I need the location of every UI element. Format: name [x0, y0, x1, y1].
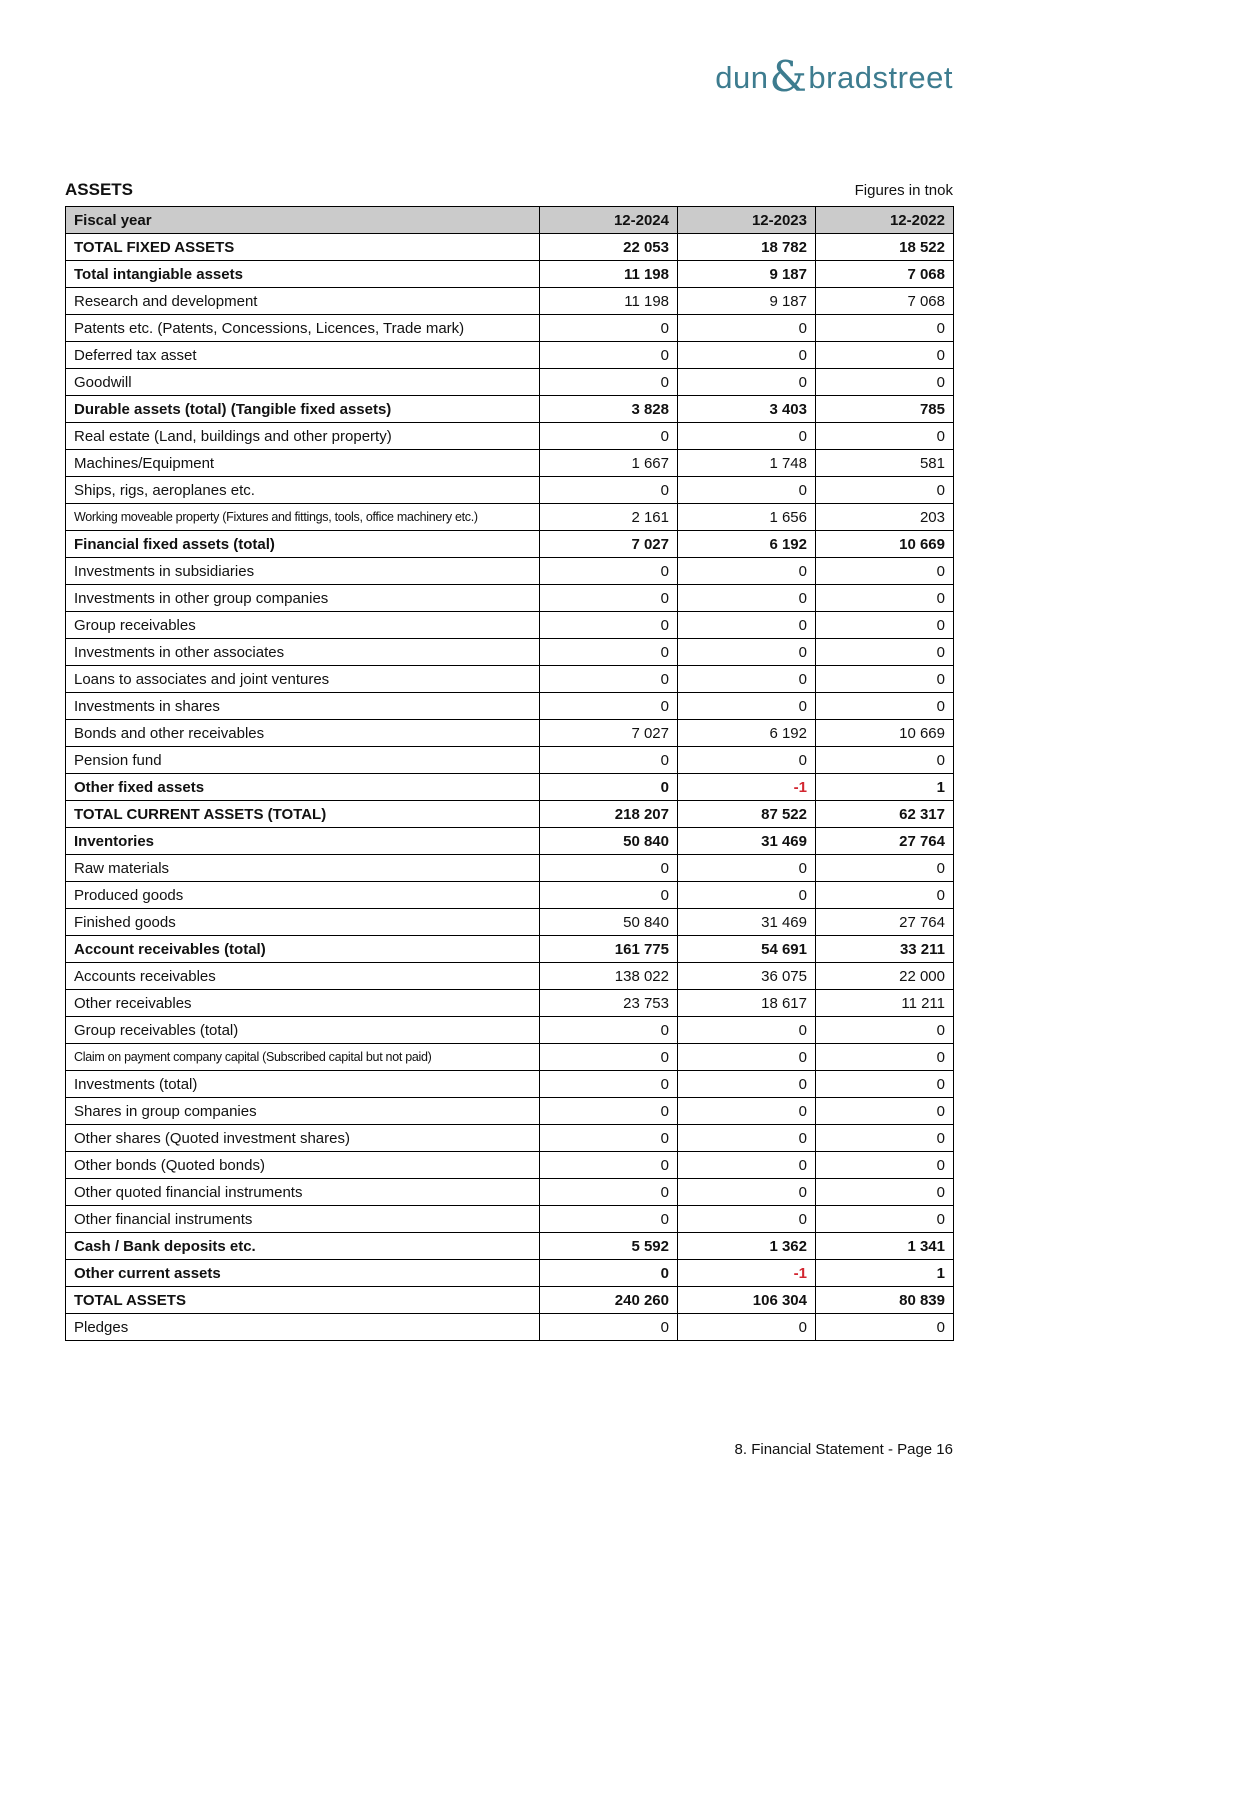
row-value: 3 403 [678, 396, 816, 423]
row-value: 10 669 [816, 720, 954, 747]
row-value: 10 669 [816, 531, 954, 558]
row-value: 3 828 [540, 396, 678, 423]
table-row [66, 963, 954, 990]
row-value: -1 [678, 774, 816, 801]
row-label: Accounts receivables [66, 963, 540, 990]
row-value: 0 [816, 1044, 954, 1071]
row-label: Total intangiable assets [66, 261, 540, 288]
table-row [66, 558, 954, 585]
fiscal-year-header: Fiscal year [66, 207, 540, 234]
row-value: 0 [540, 855, 678, 882]
row-value: 27 764 [816, 828, 954, 855]
row-label: Loans to associates and joint ventures [66, 666, 540, 693]
table-row [66, 747, 954, 774]
row-value: 7 027 [540, 531, 678, 558]
table-row [66, 288, 954, 315]
row-label: TOTAL ASSETS [66, 1287, 540, 1314]
table-row [66, 1314, 954, 1341]
row-value: 0 [678, 1314, 816, 1341]
row-value: 0 [816, 693, 954, 720]
row-value: 0 [678, 369, 816, 396]
row-label: Other current assets [66, 1260, 540, 1287]
row-label: Investments in shares [66, 693, 540, 720]
row-value: 50 840 [540, 909, 678, 936]
row-value: 1 656 [678, 504, 816, 531]
table-row [66, 1017, 954, 1044]
row-label: Pledges [66, 1314, 540, 1341]
row-value: 0 [540, 1206, 678, 1233]
row-value: 161 775 [540, 936, 678, 963]
row-label: Bonds and other receivables [66, 720, 540, 747]
table-row [66, 369, 954, 396]
row-value: 9 187 [678, 288, 816, 315]
column-header-12-2024: 12-2024 [540, 207, 678, 234]
row-label: Investments in other associates [66, 639, 540, 666]
row-value: 6 192 [678, 531, 816, 558]
row-value: 0 [540, 1125, 678, 1152]
row-value: 0 [540, 558, 678, 585]
row-value: 0 [816, 1314, 954, 1341]
row-value: 1 748 [678, 450, 816, 477]
row-value: 0 [678, 639, 816, 666]
table-row [66, 504, 954, 531]
column-header-12-2022: 12-2022 [816, 207, 954, 234]
row-value: -1 [678, 1260, 816, 1287]
row-value: 0 [816, 315, 954, 342]
row-value: 0 [816, 1017, 954, 1044]
row-value: 0 [678, 1179, 816, 1206]
table-row [66, 774, 954, 801]
table-row [66, 990, 954, 1017]
row-value: 0 [540, 612, 678, 639]
row-value: 0 [816, 369, 954, 396]
row-value: 7 068 [816, 261, 954, 288]
row-label: TOTAL CURRENT ASSETS (TOTAL) [66, 801, 540, 828]
row-value: 0 [816, 1071, 954, 1098]
row-value: 0 [540, 1179, 678, 1206]
row-value: 138 022 [540, 963, 678, 990]
row-value: 31 469 [678, 828, 816, 855]
row-label: Inventories [66, 828, 540, 855]
row-value: 0 [816, 747, 954, 774]
row-value: 22 000 [816, 963, 954, 990]
row-value: 7 068 [816, 288, 954, 315]
row-value: 0 [816, 585, 954, 612]
row-value: 0 [678, 1044, 816, 1071]
row-value: 0 [816, 612, 954, 639]
row-value: 0 [816, 1179, 954, 1206]
row-value: 0 [678, 423, 816, 450]
row-value: 0 [816, 639, 954, 666]
row-value: 0 [540, 342, 678, 369]
row-value: 22 053 [540, 234, 678, 261]
row-value: 0 [540, 369, 678, 396]
row-label: Other shares (Quoted investment shares) [66, 1125, 540, 1152]
row-value: 0 [678, 585, 816, 612]
row-label: Investments in other group companies [66, 585, 540, 612]
table-row [66, 1098, 954, 1125]
row-value: 11 198 [540, 288, 678, 315]
row-value: 54 691 [678, 936, 816, 963]
row-label: Investments in subsidiaries [66, 558, 540, 585]
table-row [66, 450, 954, 477]
table-row [66, 396, 954, 423]
page-footer: 8. Financial Statement - Page 16 [734, 1441, 953, 1458]
section-title: ASSETS [65, 180, 134, 199]
table-row [66, 1206, 954, 1233]
row-value: 9 187 [678, 261, 816, 288]
row-value: 6 192 [678, 720, 816, 747]
title-row [65, 180, 953, 200]
row-value: 0 [540, 1314, 678, 1341]
row-value: 0 [816, 558, 954, 585]
row-value: 0 [816, 342, 954, 369]
row-label: TOTAL FIXED ASSETS [66, 234, 540, 261]
row-value: 0 [540, 747, 678, 774]
row-value: 31 469 [678, 909, 816, 936]
row-value: 0 [678, 1071, 816, 1098]
row-value: 7 027 [540, 720, 678, 747]
row-value: 0 [540, 882, 678, 909]
table-row [66, 342, 954, 369]
row-value: 27 764 [816, 909, 954, 936]
row-label: Other fixed assets [66, 774, 540, 801]
row-value: 5 592 [540, 1233, 678, 1260]
row-value: 581 [816, 450, 954, 477]
row-label: Other financial instruments [66, 1206, 540, 1233]
row-label: Raw materials [66, 855, 540, 882]
row-value: 0 [678, 1206, 816, 1233]
row-label: Claim on payment company capital (Subscribed capital but not paid) [66, 1044, 540, 1071]
column-header-12-2023: 12-2023 [678, 207, 816, 234]
table-row [66, 909, 954, 936]
table-row [66, 1260, 954, 1287]
row-value: 0 [816, 1098, 954, 1125]
row-value: 11 198 [540, 261, 678, 288]
row-label: Other bonds (Quoted bonds) [66, 1152, 540, 1179]
row-label: Patents etc. (Patents, Concessions, Licences, Trade mark) [66, 315, 540, 342]
row-value: 0 [540, 1260, 678, 1287]
row-value: 0 [678, 477, 816, 504]
row-value: 50 840 [540, 828, 678, 855]
row-label: Working moveable property (Fixtures and fittings, tools, office machinery etc.) [66, 504, 540, 531]
table-row [66, 1152, 954, 1179]
row-label: Machines/Equipment [66, 450, 540, 477]
table-row [66, 1233, 954, 1260]
row-value: 0 [816, 477, 954, 504]
row-value: 0 [540, 1098, 678, 1125]
row-value: 0 [678, 612, 816, 639]
table-header-row [66, 207, 954, 234]
row-label: Finished goods [66, 909, 540, 936]
row-value: 0 [540, 774, 678, 801]
table-row [66, 828, 954, 855]
row-label: Investments (total) [66, 1071, 540, 1098]
row-value: 0 [540, 666, 678, 693]
units-note: Figures in tnok [854, 182, 953, 199]
assets-table [65, 206, 954, 1341]
row-value: 0 [678, 747, 816, 774]
row-value: 0 [678, 1017, 816, 1044]
row-value: 33 211 [816, 936, 954, 963]
row-value: 0 [540, 639, 678, 666]
row-value: 0 [816, 666, 954, 693]
row-value: 0 [678, 855, 816, 882]
row-value: 218 207 [540, 801, 678, 828]
row-label: Account receivables (total) [66, 936, 540, 963]
row-value: 0 [816, 1206, 954, 1233]
row-label: Produced goods [66, 882, 540, 909]
row-value: 1 [816, 1260, 954, 1287]
table-row [66, 315, 954, 342]
row-label: Real estate (Land, buildings and other property) [66, 423, 540, 450]
row-label: Shares in group companies [66, 1098, 540, 1125]
table-row [66, 1125, 954, 1152]
row-value: 11 211 [816, 990, 954, 1017]
row-value: 0 [678, 882, 816, 909]
table-row [66, 936, 954, 963]
row-label: Financial fixed assets (total) [66, 531, 540, 558]
row-label: Pension fund [66, 747, 540, 774]
row-value: 0 [540, 477, 678, 504]
row-value: 0 [678, 342, 816, 369]
row-value: 1 341 [816, 1233, 954, 1260]
row-label: Other receivables [66, 990, 540, 1017]
row-value: 0 [540, 315, 678, 342]
row-value: 18 782 [678, 234, 816, 261]
logo-row [65, 52, 953, 101]
row-label: Group receivables (total) [66, 1017, 540, 1044]
row-value: 0 [540, 585, 678, 612]
row-value: 0 [816, 1125, 954, 1152]
row-value: 0 [816, 882, 954, 909]
row-value: 785 [816, 396, 954, 423]
row-value: 18 522 [816, 234, 954, 261]
table-row [66, 234, 954, 261]
row-label: Research and development [66, 288, 540, 315]
row-value: 0 [678, 315, 816, 342]
row-value: 0 [816, 1152, 954, 1179]
table-row [66, 1071, 954, 1098]
logo-text-bradstreet: bradstreet [808, 60, 953, 95]
table-row [66, 1179, 954, 1206]
table-row [66, 855, 954, 882]
table-row [66, 531, 954, 558]
row-label: Deferred tax asset [66, 342, 540, 369]
table-row [66, 801, 954, 828]
row-value: 1 362 [678, 1233, 816, 1260]
row-value: 80 839 [816, 1287, 954, 1314]
table-row [66, 612, 954, 639]
logo-text-dun: dun [715, 60, 769, 95]
row-value: 87 522 [678, 801, 816, 828]
table-row [66, 1044, 954, 1071]
row-value: 0 [678, 693, 816, 720]
row-label: Other quoted financial instruments [66, 1179, 540, 1206]
row-value: 0 [678, 1098, 816, 1125]
row-value: 18 617 [678, 990, 816, 1017]
table-row [66, 666, 954, 693]
row-value: 0 [678, 1152, 816, 1179]
row-value: 23 753 [540, 990, 678, 1017]
row-label: Goodwill [66, 369, 540, 396]
table-row [66, 423, 954, 450]
table-row [66, 261, 954, 288]
row-value: 0 [540, 693, 678, 720]
row-value: 2 161 [540, 504, 678, 531]
row-value: 62 317 [816, 801, 954, 828]
row-value: 0 [678, 1125, 816, 1152]
row-value: 0 [678, 666, 816, 693]
row-value: 0 [540, 1152, 678, 1179]
row-value: 0 [540, 1071, 678, 1098]
row-value: 0 [540, 423, 678, 450]
row-value: 0 [540, 1044, 678, 1071]
row-value: 0 [678, 558, 816, 585]
table-row [66, 477, 954, 504]
row-value: 36 075 [678, 963, 816, 990]
row-label: Cash / Bank deposits etc. [66, 1233, 540, 1260]
row-value: 0 [816, 855, 954, 882]
row-value: 240 260 [540, 1287, 678, 1314]
row-value: 1 667 [540, 450, 678, 477]
table-row [66, 882, 954, 909]
table-row [66, 585, 954, 612]
financial-statement-page [65, 52, 953, 1458]
row-value: 0 [540, 1017, 678, 1044]
dun-bradstreet-logo: dun & bradstreet [715, 52, 953, 101]
table-row [66, 720, 954, 747]
row-value: 203 [816, 504, 954, 531]
row-value: 1 [816, 774, 954, 801]
row-label: Durable assets (total) (Tangible fixed assets) [66, 396, 540, 423]
table-row [66, 693, 954, 720]
row-label: Group receivables [66, 612, 540, 639]
row-label: Ships, rigs, aeroplanes etc. [66, 477, 540, 504]
table-row [66, 1287, 954, 1314]
row-value: 0 [816, 423, 954, 450]
row-value: 106 304 [678, 1287, 816, 1314]
table-row [66, 639, 954, 666]
